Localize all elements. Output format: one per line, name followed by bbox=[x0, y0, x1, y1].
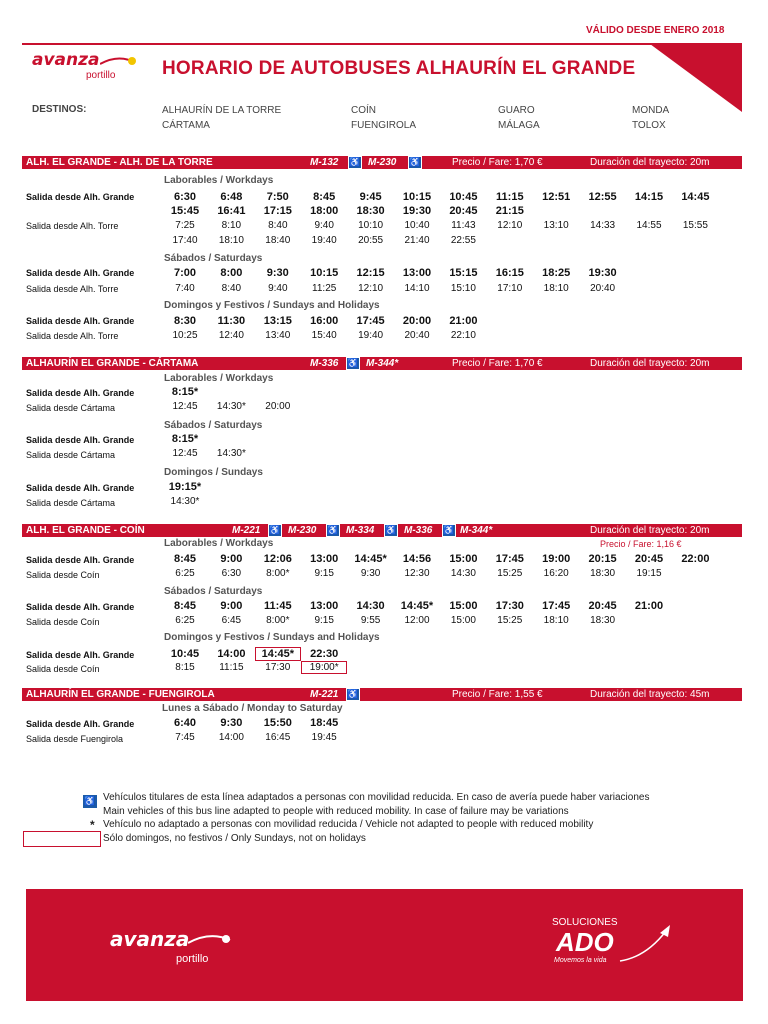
destination: FUENGIROLA bbox=[351, 120, 417, 131]
section-title: Sábados / Saturdays bbox=[164, 420, 263, 431]
time-cell: 18:10 bbox=[218, 235, 244, 246]
row-label: Salida desde Alh. Grande bbox=[26, 192, 135, 202]
time-cell: 22:10 bbox=[450, 330, 476, 341]
time-cell: 20:00 bbox=[265, 401, 291, 412]
time-cell: 14:30* bbox=[216, 401, 246, 412]
time-cell: 14:55 bbox=[636, 220, 662, 231]
time-cell: 8:45 bbox=[313, 191, 336, 203]
time-cell: 20:40 bbox=[590, 283, 616, 294]
valid-date: VÁLIDO DESDE ENERO 2018 bbox=[586, 25, 725, 36]
time-cell: 15:00 bbox=[450, 615, 476, 626]
time-cell: 17:30 bbox=[265, 662, 291, 673]
footer-banner bbox=[26, 889, 743, 1001]
wheelchair-icon: ♿ bbox=[443, 525, 455, 535]
ado-logo: ADO bbox=[556, 927, 614, 957]
destinations-label: DESTINOS: bbox=[32, 104, 87, 115]
section-title: Laborables / Workdays bbox=[164, 538, 274, 549]
destination: GUARO bbox=[498, 105, 535, 116]
time-cell: 7:00 bbox=[173, 267, 197, 279]
time-cell: 19:15* bbox=[168, 481, 202, 493]
wheelchair-icon: ♿ bbox=[385, 525, 397, 535]
row-label: Salida desde Alh. Grande bbox=[26, 555, 135, 565]
row-label: Salida desde Alh. Grande bbox=[26, 268, 135, 278]
wheelchair-icon: ♿ bbox=[82, 794, 98, 809]
time-cell: 7:50 bbox=[266, 191, 289, 203]
logo-sub: portillo bbox=[86, 70, 116, 81]
destination: MONDA bbox=[632, 105, 670, 116]
time-cell: 13:00 bbox=[310, 600, 339, 612]
time-cell: 14:15 bbox=[634, 191, 664, 203]
time-cell: 18:45 bbox=[310, 717, 339, 729]
time-cell: 18:10 bbox=[543, 615, 569, 626]
route-fare: Precio / Fare: 1,55 € bbox=[452, 689, 543, 700]
time-cell: 14:45 bbox=[681, 191, 710, 203]
section-title: Domingos / Sundays bbox=[164, 467, 263, 478]
time-cell: 22:00 bbox=[681, 553, 710, 565]
section-title: Sábados / Saturdays bbox=[164, 253, 263, 264]
time-cell: 10:25 bbox=[172, 330, 198, 341]
time-cell: 8:00* bbox=[266, 615, 290, 626]
time-cell: 8:10 bbox=[221, 220, 242, 231]
time-cell: 16:41 bbox=[217, 205, 246, 217]
time-cell: 11:25 bbox=[312, 283, 337, 294]
time-cell: 19:40 bbox=[358, 330, 384, 341]
time-cell: 14:30* bbox=[170, 496, 200, 507]
time-cell: 9:15 bbox=[314, 568, 334, 579]
wheelchair-icon: ♿ bbox=[347, 689, 359, 699]
route-code: M-230 bbox=[288, 525, 317, 536]
section-title: Domingos y Festivos / Sundays and Holidays bbox=[164, 300, 380, 311]
row-label: Salida desde Cártama bbox=[26, 403, 116, 413]
time-cell: 7:25 bbox=[175, 220, 195, 231]
section-title: Sábados / Saturdays bbox=[164, 586, 263, 597]
route-bar-coin bbox=[22, 524, 742, 537]
time-cell: 19:40 bbox=[311, 235, 337, 246]
time-cell: 19:30 bbox=[402, 205, 432, 217]
route-code: M-336 bbox=[404, 525, 433, 536]
row-label: Salida desde Cártama bbox=[26, 498, 116, 508]
time-cell: 8:45 bbox=[173, 553, 197, 565]
route-code: M-132 bbox=[310, 157, 339, 168]
route-bar-cartama bbox=[22, 357, 742, 370]
time-cell: 14:45* bbox=[354, 553, 387, 565]
time-cell: 18:30 bbox=[590, 615, 616, 626]
time-cell: 12:45 bbox=[172, 448, 198, 459]
time-cell: 11:45 bbox=[264, 600, 292, 612]
row-label: Salida desde Coín bbox=[26, 617, 100, 627]
time-cell: 11:43 bbox=[451, 220, 476, 231]
time-cell: 12:10 bbox=[497, 220, 523, 231]
time-cell: 13:00 bbox=[310, 553, 339, 565]
avanza-logo bbox=[30, 50, 140, 86]
time-cell: 8:00 bbox=[220, 267, 243, 279]
time-cell: 19:15 bbox=[636, 568, 662, 579]
route-code: M-221 bbox=[310, 689, 339, 700]
header-rule bbox=[22, 43, 742, 45]
time-cell: 19:45 bbox=[311, 732, 337, 743]
time-cell: 17:40 bbox=[172, 235, 198, 246]
legend-box-sample bbox=[23, 831, 101, 847]
ado-tagline: Movemos la vida bbox=[554, 957, 607, 964]
route-fare: Precio / Fare: 1,16 € bbox=[600, 539, 682, 549]
time-cell: 19:00 bbox=[542, 553, 571, 565]
time-cell: 10:40 bbox=[404, 220, 430, 231]
time-cell: 12:06 bbox=[263, 553, 292, 565]
time-cell: 7:40 bbox=[175, 283, 195, 294]
row-label: Salida desde Alh. Grande bbox=[26, 719, 135, 729]
time-cell: 16:15 bbox=[495, 267, 524, 279]
time-cell: 20:00 bbox=[402, 315, 432, 327]
time-cell: 11:15 bbox=[219, 662, 244, 673]
ado-top: SOLUCIONES bbox=[552, 917, 618, 928]
time-cell: 7:45 bbox=[175, 732, 195, 743]
route-fare: Precio / Fare: 1,70 € bbox=[452, 358, 543, 369]
time-cell: 14:30* bbox=[216, 448, 246, 459]
footer-logo-main: avanza bbox=[110, 927, 190, 951]
time-cell: 10:45 bbox=[170, 648, 200, 660]
time-cell: 16:00 bbox=[310, 315, 339, 327]
time-cell: 14:00 bbox=[217, 648, 246, 660]
time-cell: 15:10 bbox=[450, 283, 476, 294]
time-cell: 9:40 bbox=[314, 220, 334, 231]
time-cell: 15:55 bbox=[682, 220, 708, 231]
route-code: M-336 bbox=[310, 358, 339, 369]
time-cell: 8:15* bbox=[171, 386, 199, 398]
legend-accessible-es: Vehículos titulares de esta línea adaptados a personas con movilidad reducida. En caso de avería puede haber variaciones bbox=[103, 792, 650, 803]
row-label: Salida desde Alh. Grande bbox=[26, 602, 135, 612]
time-cell: 15:45 bbox=[170, 205, 200, 217]
time-cell: 20:45 bbox=[449, 205, 478, 217]
time-cell: 10:45 bbox=[449, 191, 478, 203]
time-cell: 17:15 bbox=[263, 205, 292, 217]
asterisk-symbol: * bbox=[90, 818, 95, 832]
time-cell: 18:00 bbox=[310, 205, 339, 217]
arrow-icon bbox=[616, 923, 676, 963]
row-label: Salida desde Coín bbox=[26, 570, 100, 580]
route-name: ALHAURÍN EL GRANDE - CÁRTAMA bbox=[26, 358, 199, 369]
time-cell: 18:30 bbox=[590, 568, 616, 579]
destinations-col-4 bbox=[632, 103, 669, 133]
time-cell: 12:40 bbox=[218, 330, 244, 341]
route-bar-fuengirola bbox=[22, 688, 742, 701]
time-cell: 14:56 bbox=[402, 553, 432, 565]
time-cell: 12:15 bbox=[356, 267, 385, 279]
time-cell: 20:55 bbox=[358, 235, 384, 246]
route-duration: Duración del trayecto: 20m bbox=[590, 358, 710, 369]
time-cell: 16:45 bbox=[265, 732, 291, 743]
wheelchair-icon: ♿ bbox=[347, 358, 359, 368]
row-label: Salida desde Alh. Torre bbox=[26, 331, 119, 341]
time-cell: 9:15 bbox=[314, 615, 334, 626]
time-cell: 17:45 bbox=[542, 600, 571, 612]
destination: TOLOX bbox=[632, 120, 666, 131]
time-cell: 6:40 bbox=[173, 717, 197, 729]
time-cell: 15:00 bbox=[449, 553, 478, 565]
time-cell: 8:40 bbox=[221, 283, 242, 294]
wheelchair-icon: ♿ bbox=[269, 525, 281, 535]
destination: COÍN bbox=[351, 105, 376, 116]
time-cell: 9:30 bbox=[266, 267, 289, 279]
time-cell: 9:00 bbox=[220, 600, 243, 612]
section-title: Laborables / Workdays bbox=[164, 175, 274, 186]
route-duration: Duración del trayecto: 20m bbox=[590, 525, 710, 536]
time-cell: 15:50 bbox=[263, 717, 292, 729]
route-fare: Precio / Fare: 1,70 € bbox=[452, 157, 543, 168]
time-cell: 9:40 bbox=[268, 283, 288, 294]
time-cell: 12:00 bbox=[404, 615, 430, 626]
time-cell: 13:10 bbox=[543, 220, 569, 231]
time-cell: 20:15 bbox=[588, 553, 617, 565]
time-cell: 20:40 bbox=[404, 330, 430, 341]
time-cell: 15:40 bbox=[311, 330, 337, 341]
row-label: Salida desde Alh. Grande bbox=[26, 316, 135, 326]
time-cell: 9:30 bbox=[360, 568, 381, 579]
wheelchair-icon: ♿ bbox=[349, 157, 361, 167]
destination: MÁLAGA bbox=[498, 120, 540, 131]
time-cell: 15:25 bbox=[497, 568, 523, 579]
time-cell: 13:40 bbox=[265, 330, 291, 341]
time-cell: 6:30 bbox=[221, 568, 242, 579]
time-cell: 6:45 bbox=[221, 615, 242, 626]
destinations-col-2 bbox=[351, 103, 416, 133]
route-code: M-344* bbox=[460, 525, 493, 536]
time-cell: 14:45* bbox=[256, 648, 300, 660]
time-cell: 21:00 bbox=[634, 600, 664, 612]
destinations-col-3 bbox=[498, 103, 540, 133]
time-cell: 10:15 bbox=[310, 267, 339, 279]
time-cell: 12:51 bbox=[542, 191, 571, 203]
time-cell: 12:55 bbox=[588, 191, 617, 203]
footer-logo-sub: portillo bbox=[176, 953, 209, 965]
time-cell: 18:10 bbox=[543, 283, 569, 294]
destination: ALHAURÍN DE LA TORRE bbox=[162, 105, 282, 116]
route-name: ALH. EL GRANDE - ALH. DE LA TORRE bbox=[26, 157, 213, 168]
destinations-col-1 bbox=[162, 103, 281, 133]
logo-main: avanza bbox=[32, 50, 100, 70]
route-bar-torre bbox=[22, 156, 742, 169]
time-cell: 22:55 bbox=[450, 235, 476, 246]
route-code: M-334 bbox=[346, 525, 375, 536]
route-code: M-230 bbox=[368, 157, 397, 168]
time-cell: 21:15 bbox=[495, 205, 524, 217]
time-cell: 12:45 bbox=[172, 401, 198, 412]
time-cell: 19:30 bbox=[588, 267, 617, 279]
route-code: M-344* bbox=[366, 358, 399, 369]
time-cell: 11:15 bbox=[496, 191, 524, 203]
time-cell: 20:45 bbox=[634, 553, 664, 565]
time-cell: 8:15* bbox=[171, 433, 199, 445]
route-duration: Duración del trayecto: 20m bbox=[590, 157, 710, 168]
legend-asterisk: Vehículo no adaptado a personas con movilidad reducida / Vehicle not adapted to people with reduced mobility bbox=[103, 819, 594, 830]
legend-boxed: Sólo domingos, no festivos / Only Sundays, not on holidays bbox=[103, 833, 366, 844]
row-label: Salida desde Coín bbox=[26, 664, 100, 674]
time-cell: 8:00* bbox=[266, 568, 290, 579]
time-cell: 9:00 bbox=[220, 553, 243, 565]
destination: CÁRTAMA bbox=[162, 120, 210, 131]
time-cell: 10:10 bbox=[358, 220, 384, 231]
time-cell: 14:00 bbox=[218, 732, 244, 743]
route-duration: Duración del trayecto: 45m bbox=[590, 689, 710, 700]
page-title: HORARIO DE AUTOBUSES ALHAURÍN EL GRANDE bbox=[162, 58, 636, 79]
time-cell: 8:40 bbox=[268, 220, 288, 231]
time-cell: 14:30 bbox=[356, 600, 385, 612]
row-label: Salida desde Cártama bbox=[26, 450, 116, 460]
wheelchair-icon: ♿ bbox=[409, 157, 421, 167]
time-cell: 13:00 bbox=[402, 267, 432, 279]
time-cell: 6:30 bbox=[173, 191, 197, 203]
time-cell: 10:15 bbox=[402, 191, 432, 203]
row-label: Salida desde Fuengirola bbox=[26, 734, 124, 744]
time-cell: 11:30 bbox=[217, 315, 246, 327]
time-cell: 14:10 bbox=[404, 283, 430, 294]
time-cell: 17:30 bbox=[495, 600, 524, 612]
time-cell: 15:00 bbox=[449, 600, 478, 612]
row-label: Salida desde Alh. Grande bbox=[26, 483, 135, 493]
time-cell: 15:15 bbox=[449, 267, 478, 279]
time-cell: 14:33 bbox=[590, 220, 616, 231]
time-cell: 8:30 bbox=[173, 315, 197, 327]
section-title: Domingos y Festivos / Sundays and Holidays bbox=[164, 632, 380, 643]
row-label: Salida desde Alh. Grande bbox=[26, 435, 135, 445]
time-cell: 14:45* bbox=[400, 600, 434, 612]
time-cell: 17:45 bbox=[356, 315, 385, 327]
time-cell: 9:55 bbox=[360, 615, 381, 626]
legend-accessible-en: Main vehicles of this bus line adapted to people with reduced mobility. In case of failure may be variations bbox=[103, 806, 569, 817]
time-cell: 21:00 bbox=[449, 315, 478, 327]
section-title: Lunes a Sábado / Monday to Saturday bbox=[162, 703, 343, 714]
time-cell: 17:45 bbox=[495, 553, 524, 565]
route-code: M-221 bbox=[232, 525, 261, 536]
time-cell: 8:15 bbox=[175, 662, 195, 673]
time-cell: 15:25 bbox=[497, 615, 523, 626]
time-cell: 16:20 bbox=[543, 568, 569, 579]
section-title: Laborables / Workdays bbox=[164, 373, 274, 384]
row-label: Salida desde Alh. Torre bbox=[26, 284, 119, 294]
time-cell: 9:30 bbox=[220, 717, 243, 729]
time-cell: 12:10 bbox=[358, 283, 384, 294]
time-cell: 6:25 bbox=[175, 568, 195, 579]
time-cell: 9:45 bbox=[359, 191, 382, 203]
time-cell: 12:30 bbox=[404, 568, 430, 579]
time-cell: 18:25 bbox=[542, 267, 571, 279]
row-label: Salida desde Alh. Grande bbox=[26, 650, 135, 660]
time-cell: 14:30 bbox=[450, 568, 476, 579]
time-cell: 8:45 bbox=[173, 600, 197, 612]
time-cell: 18:40 bbox=[265, 235, 291, 246]
time-cell: 21:40 bbox=[404, 235, 430, 246]
time-cell: 22:30 bbox=[310, 648, 339, 660]
time-cell: 6:25 bbox=[175, 615, 195, 626]
time-cell: 20:45 bbox=[588, 600, 617, 612]
time-cell: 18:30 bbox=[356, 205, 385, 217]
time-cell: 6:48 bbox=[220, 191, 243, 203]
wheelchair-icon: ♿ bbox=[327, 525, 339, 535]
footer-logo-swoosh-icon bbox=[188, 933, 232, 947]
route-name: ALH. EL GRANDE - COÍN bbox=[26, 525, 145, 536]
row-label: Salida desde Alh. Grande bbox=[26, 388, 135, 398]
row-label: Salida desde Alh. Torre bbox=[26, 221, 119, 231]
time-cell: 19:00* bbox=[302, 662, 346, 673]
route-name: ALHAURÍN EL GRANDE - FUENGIROLA bbox=[26, 689, 215, 700]
time-cell: 13:15 bbox=[263, 315, 292, 327]
time-cell: 17:10 bbox=[497, 283, 523, 294]
logo-swoosh-icon bbox=[100, 56, 136, 68]
